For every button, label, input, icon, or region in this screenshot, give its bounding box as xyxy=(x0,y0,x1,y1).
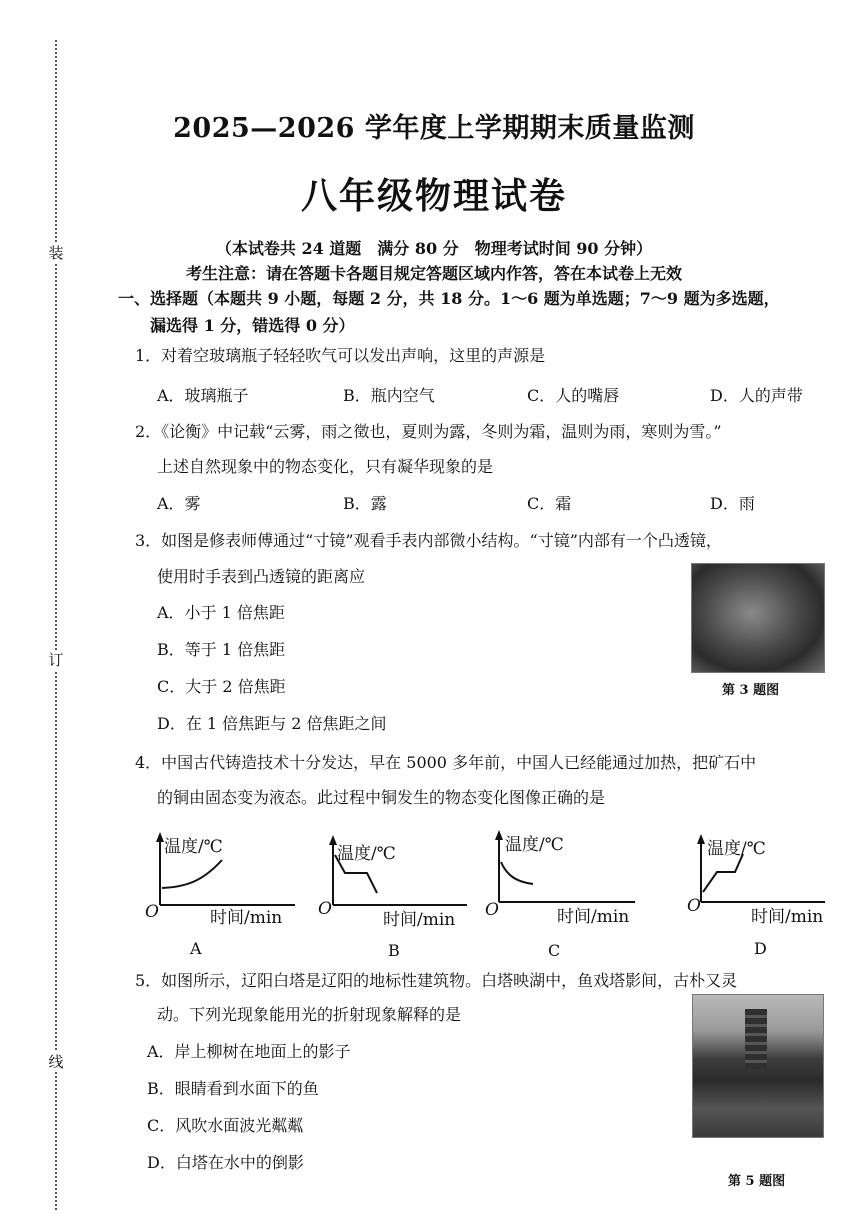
q4-graph-a-ylabel: 温度/℃ xyxy=(164,837,223,857)
q4-graph-d xyxy=(685,832,845,932)
q4-graph-b-ylabel: 温度/℃ xyxy=(337,844,396,864)
q5-white-pagoda-photo xyxy=(692,994,824,1138)
q3-watch-repair-photo xyxy=(691,563,825,673)
q2-stem-line2: 上述自然现象中的物态变化，只有凝华现象的是 xyxy=(157,457,494,476)
pagoda-shape xyxy=(745,1009,767,1069)
q2-option-d: D．雨 xyxy=(710,494,755,513)
q2-option-c: C．霜 xyxy=(527,494,572,513)
q4-stem-line2: 的铜由固态变为液态。此过程中铜发生的物态变化图像正确的是 xyxy=(157,788,606,807)
exam-title: 2025—2026 学年度上学期期末质量监测 xyxy=(173,113,695,144)
q4-graph-d-ylabel: 温度/℃ xyxy=(707,839,766,859)
q5-option-a: A．岸上柳树在地面上的影子 xyxy=(147,1042,351,1061)
q4-graph-d-letter: D xyxy=(754,939,767,958)
q1-option-a: A．玻璃瓶子 xyxy=(157,386,249,405)
q4-graph-b-letter: B xyxy=(388,941,400,960)
exam-notice: 考生注意：请在答题卡各题目规定答题区域内作答，答在本试卷上无效 xyxy=(185,264,682,283)
y-arrow xyxy=(697,834,705,844)
exam-subtitle: 八年级物理试卷 xyxy=(300,175,567,217)
q3-option-d: D．在 1 倍焦距与 2 倍焦距之间 xyxy=(157,714,387,733)
q2-option-b: B．露 xyxy=(343,494,387,513)
q1-stem: 1．对着空玻璃瓶子轻轻吹气可以发出声响，这里的声源是 xyxy=(135,346,546,365)
q4-graph-b xyxy=(315,835,475,935)
q1-option-c: C．人的嘴唇 xyxy=(527,386,620,405)
q4-graph-b-xlabel: 时间/min xyxy=(383,910,456,930)
q1-option-d: D．人的声带 xyxy=(710,386,803,405)
q4-graph-d-xlabel: 时间/min xyxy=(751,907,824,927)
q4-graph-a-xlabel: 时间/min xyxy=(210,908,283,928)
curve xyxy=(162,860,222,888)
y-arrow xyxy=(495,830,503,840)
q5-option-b: B．眼睛看到水面下的鱼 xyxy=(147,1079,319,1098)
q4-graph-a-origin: O xyxy=(145,902,159,922)
q3-stem-line2: 使用时手表到凸透镜的距离应 xyxy=(157,567,366,586)
binding-label-ding: 订 xyxy=(46,650,66,670)
curve xyxy=(703,854,743,892)
binding-label-zhuang: 装 xyxy=(46,243,66,263)
y-arrow xyxy=(329,835,337,845)
section-heading: 一、选择题（本题共 9 小题，每题 2 分，共 18 分。1～6 题为单选题；7～9 题为多选题， xyxy=(118,289,780,308)
q4-stem-line1: 4．中国古代铸造技术十分发达，早在 5000 多年前，中国人已经能通过加热，把矿石中 xyxy=(135,753,757,772)
q4-graph-a xyxy=(140,830,300,930)
q3-stem-line1: 3．如图是修表师傅通过“寸镜”观看手表内部微小结构。“寸镜”内部有一个凸透镜， xyxy=(135,531,722,550)
section-heading-cont: 漏选得 1 分，错选得 0 分） xyxy=(150,316,355,335)
y-arrow xyxy=(156,832,164,842)
q4-graph-c-origin: O xyxy=(485,900,499,920)
q2-stem-line1: 2．《论衡》中记载“云雾，雨之徵也，夏则为露，冬则为霜，温则为雨，寒则为雪。” xyxy=(135,422,722,441)
q3-option-c: C．大于 2 倍焦距 xyxy=(157,677,286,696)
q5-option-c: C．风吹水面波光粼粼 xyxy=(147,1116,304,1135)
q4-graph-a-letter: A xyxy=(190,939,202,958)
q5-option-d: D．白塔在水中的倒影 xyxy=(147,1153,304,1172)
exam-info: （本试卷共 24 道题 满分 80 分 物理考试时间 90 分钟） xyxy=(215,239,653,258)
q2-option-a: A．雾 xyxy=(157,494,201,513)
q5-figure-caption: 第 5 题图 xyxy=(728,1174,786,1189)
curve xyxy=(501,862,533,884)
q3-option-a: A．小于 1 倍焦距 xyxy=(157,603,285,622)
q4-graph-c-ylabel: 温度/℃ xyxy=(505,835,564,855)
q3-figure-caption: 第 3 题图 xyxy=(722,683,780,698)
q5-stem-line2: 动。下列光现象能用光的折射现象解释的是 xyxy=(157,1005,462,1024)
q5-stem-line1: 5．如图所示，辽阳白塔是辽阳的地标性建筑物。白塔映湖中，鱼戏塔影间，古朴又灵 xyxy=(135,971,738,990)
q4-graph-c-letter: C xyxy=(548,941,561,960)
q3-option-b: B．等于 1 倍焦距 xyxy=(157,640,286,659)
q4-graph-b-origin: O xyxy=(318,899,332,919)
q4-graph-c-xlabel: 时间/min xyxy=(557,907,630,927)
q4-graph-c xyxy=(485,828,645,928)
q4-graph-d-origin: O xyxy=(687,896,701,916)
binding-label-xian: 线 xyxy=(46,1052,66,1072)
q1-option-b: B．瓶内空气 xyxy=(343,386,435,405)
